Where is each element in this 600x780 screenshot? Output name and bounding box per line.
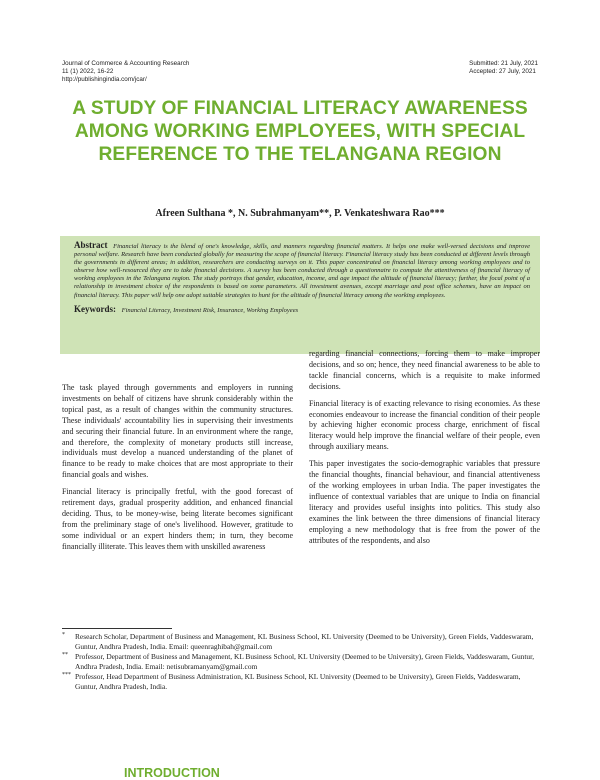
abstract-box [60,236,540,354]
left-column [62,383,293,780]
paper-title: A STUDY OF FINANCIAL LITERACY AWARENESS AMONG WORKING EMPLOYEES, WITH SPECIAL REFERENCE TO THE TELANGANA REGION [72,98,528,165]
footnote-text: Professor, Department of Business and Management, KL Business School, KL University (Deemed to be University), Green Fields, Vaddeswaram, Guntur, Andhra Pradesh, India. Email: netisubramanyam@gmail.com [75,652,535,671]
abstract-label: Abstract [74,240,108,250]
intro-paragraph: This paper investigates the socio-demographic variables that pressure the financial thoughts, financial behaviour, and financial attentiveness of the working employees in urban India. The paper investigates the influence of contextual variables that are unique to India on financial literacy and provides useful insights into politics. This study also examines the link between the three dimensions of financial literacy employing a new methodology that is free from the power of the attributes of the respondents, and also [309,459,540,545]
keywords-label: Keywords: [74,303,116,314]
footnote-mark: ** [62,652,68,658]
submission-dates [469,60,538,76]
paper-authors: Afreen Sulthana *, N. Subrahmanyam**, P. Venkateshwara Rao*** [155,208,445,219]
journal-volume: 11 (1) 2022, 16-22 [62,68,114,75]
intro-paragraph: Financial literacy is principally fretful, with the good forecast of retirement days, gradual prosperity addition, and enhanced financial deciding. Thus, to be money-wise, being literate becomes significant from the preliminary stage of one's livelihood. However, gratitude to some individual or an expert hinders them; in turn, they become financially illiterate. This leaves them with unskilled awareness [62,487,293,551]
right-column [309,349,540,552]
footnote-divider [62,628,172,629]
journal-name: Journal of Commerce & Accounting Research [62,60,190,67]
footnote-mark: * [62,632,65,638]
journal-header [62,60,189,84]
footnote-item [62,632,540,652]
abstract [74,241,530,300]
intro-heading: INTRODUCTION [124,766,220,780]
journal-url[interactable]: http://publishingindia.com/jcar/ [62,76,147,83]
keywords [74,304,530,314]
keywords-text: Financial Literacy, Investment Risk, Insurance, Working Employees [121,306,299,314]
footnote-mark: *** [62,672,71,678]
intro-paragraph: Financial literacy is of exacting relevance to rising economies. As these economies endeavour to increase the financial condition of their people by achieving higher economic process charge, enrichment of fiscal literacy would help improve the financial welfare of their people, even through auxiliary means. [309,398,540,452]
intro-paragraph: The task played through governments and employers in running investments on behalf of citizens have shrunk considerably within the topical past, as a result of changes within the community structures. These individuals' accountability lies in supervising their investments and securing their financial future. In an environment where the range, and therefore, the complexity of monetary products still increase, individuals must develop a nuanced understanding of the planet of finance to be ready to make choices that are most appropriate to their financial goals and wishes. [62,383,293,480]
footnotes [62,632,540,692]
accepted-date: Accepted: 27 July, 2021 [469,68,536,75]
footnote-item [62,672,540,692]
footnote-item [62,652,540,672]
abstract-text: Financial literacy is the blend of one's knowledge, skills, and manners regarding financial matters. It helps one make well-versed decisions and improve personal welfare. Research have been conducted globally for measuring the scope of financial literacy. Financial literacy study has been conducted at different levels through the governments in different areas; in addition, researchers are conducting surveys on it. This paper concentrated on financial literacy among working employees and to observe how well-resourced they are to take financial decisions. A survey has been conducted through a questionnaire to compute the attentiveness of financial literacy of working employees in the Telangana region. The study portrays that gender, education, income, and age impact the altitude of financial literacy; further, the focal point of a relationship in investment choice of the respondents is based on some parameters. All investment avenues, except marriage and post office schemes, have an impact on financial literacy. This paper will help one adopt suitable strategies to hunt for the altitude of financial literacy among the working employees. [74,243,530,299]
submitted-date: Submitted: 21 July, 2021 [469,60,538,67]
intro-paragraph: regarding financial connections, forcing them to make improper decisions, and so on; hence, they need financial awareness to be able to tackle financial concerns, which is a requisite to make informed decisions. [309,349,540,391]
footnote-text: Professor, Head Department of Business Administration, KL Business School, KL University (Deemed to be University), Green Fields, Vaddeswaram, Guntur, Andhra Pradesh, India. [75,672,521,691]
footnote-text: Research Scholar, Department of Business and Management, KL Business School, KL University (Deemed to be University), Green Fields, Vaddeswaram, Guntur, Andhra Pradesh, India. Email: queenraghibah@gmail.com [75,632,534,651]
